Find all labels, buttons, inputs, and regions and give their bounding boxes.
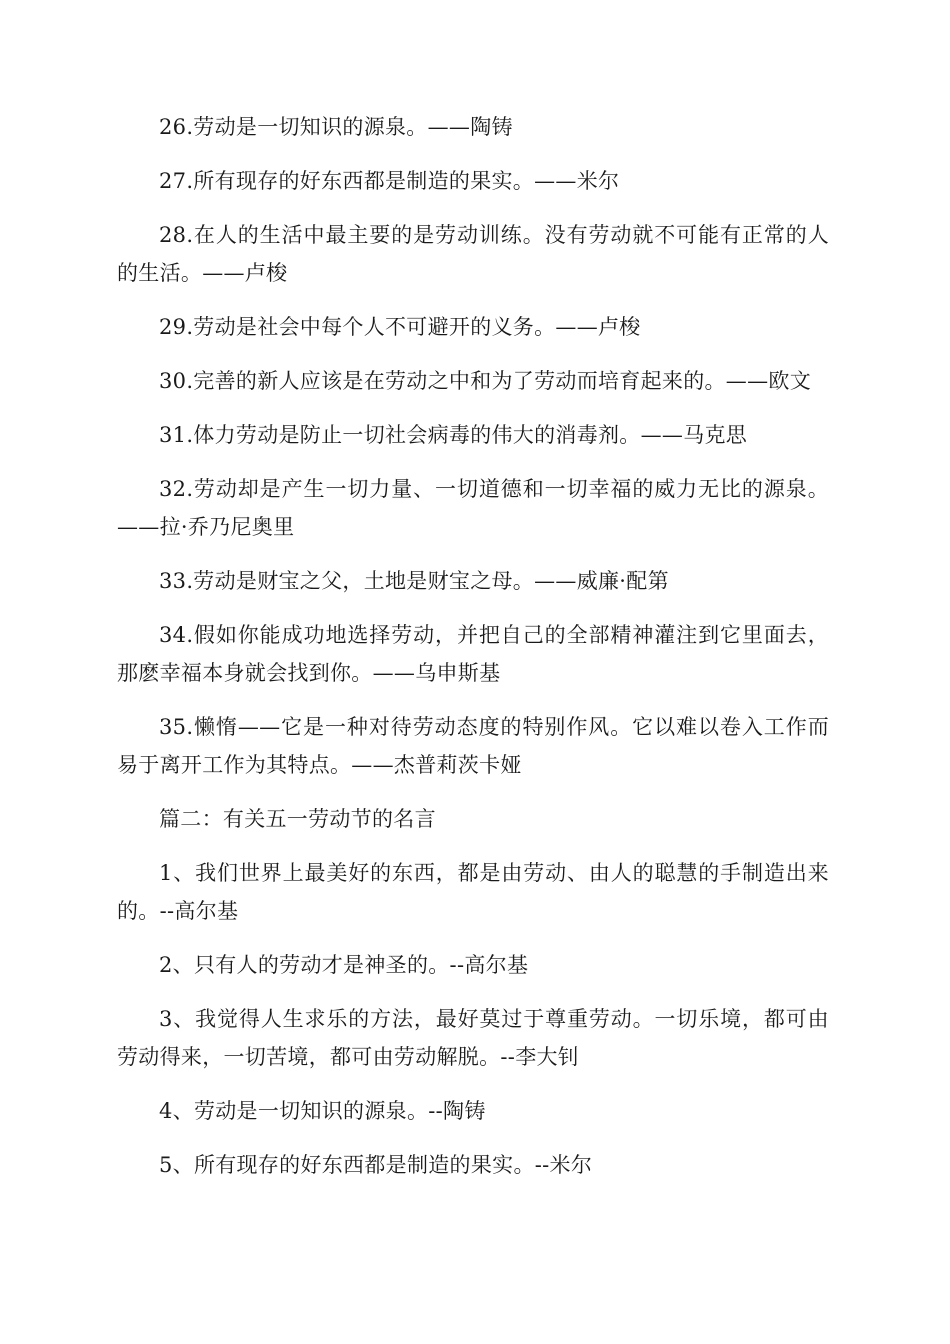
quote-paragraph-s2-2: 2、只有人的劳动才是神圣的。--高尔基 — [159, 953, 529, 977]
quote-paragraph-30: 30.完善的新人应该是在劳动之中和为了劳动而培育起来的。——欧文 — [159, 369, 811, 393]
quote-paragraph-34: 34.假如你能成功地选择劳动，并把自己的全部精神灌注到它里面去，那麽幸福本身就会找到你。——乌申斯基 — [117, 623, 829, 685]
quote-paragraph-s2-1: 1、我们世界上最美好的东西，都是由劳动、由人的聪慧的手制造出来的。--高尔基 — [117, 861, 829, 923]
quote-paragraph-27: 27.所有现存的好东西都是制造的果实。——米尔 — [159, 169, 620, 193]
quote-paragraph-35: 35.懒惰——它是一种对待劳动态度的特别作风。它以难以卷入工作而易于离开工作为其特点。——杰普莉茨卡娅 — [117, 715, 829, 777]
quote-paragraph-31: 31.体力劳动是防止一切社会病毒的伟大的消毒剂。——马克思 — [159, 423, 748, 447]
quote-paragraph-s2-3: 3、我觉得人生求乐的方法，最好莫过于尊重劳动。一切乐境，都可由劳动得来，一切苦境，都可由劳动解脱。--李大钊 — [117, 1007, 829, 1069]
quote-paragraph-32: 32.劳动却是产生一切力量、一切道德和一切幸福的威力无比的源泉。——拉·乔乃尼奥里 — [117, 477, 829, 539]
document-body — [117, 108, 829, 1200]
quote-paragraph-s2-4: 4、劳动是一切知识的源泉。--陶铸 — [159, 1099, 486, 1123]
quote-paragraph-29: 29.劳动是社会中每个人不可避开的义务。——卢梭 — [159, 315, 641, 339]
quote-paragraph-33: 33.劳动是财宝之父，土地是财宝之母。——威廉·配第 — [159, 569, 669, 593]
quote-paragraph-28: 28.在人的生活中最主要的是劳动训练。没有劳动就不可能有正常的人的生活。——卢梭 — [117, 223, 829, 285]
quote-paragraph-26: 26.劳动是一切知识的源泉。——陶铸 — [159, 115, 513, 139]
quote-paragraph-s2-5: 5、所有现存的好东西都是制造的果实。--米尔 — [159, 1153, 593, 1177]
section-heading: 篇二：有关五一劳动节的名言 — [159, 807, 436, 831]
